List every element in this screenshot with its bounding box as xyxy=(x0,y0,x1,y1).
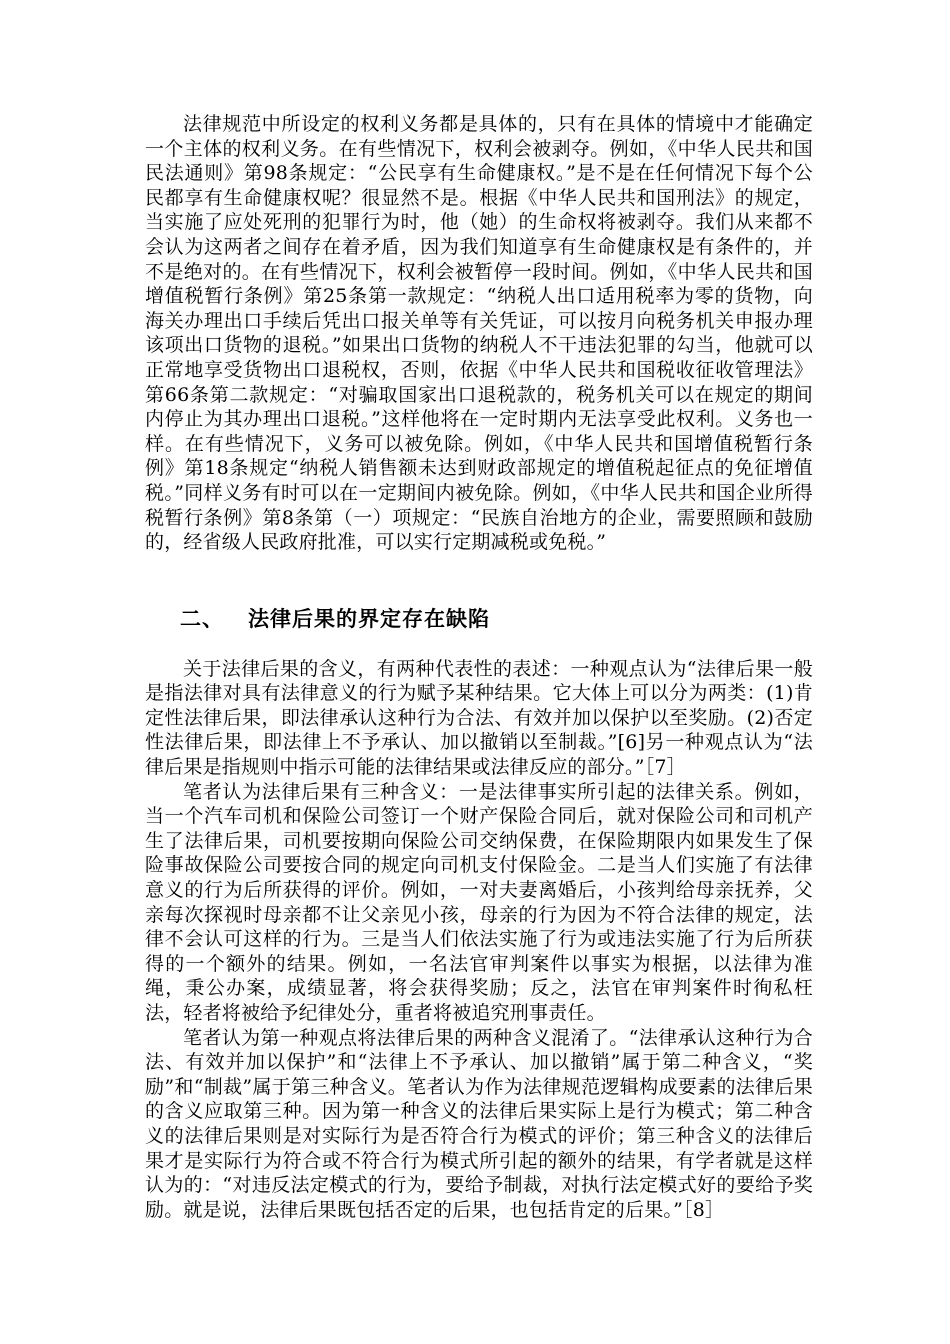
section-title: 法律后果的界定存在缺陷 xyxy=(248,606,490,631)
paragraph: 关于法律后果的含义，有两种代表性的表述：一种观点认为“法律后果一般是指法律对具有法律意义的行为赋予某种结果。它大体上可以分为两类：(1)肯定性法律后果，即法律承认这种行为合法、有效并加以保护以至奖励。(2)否定性法律后果，即法律上不予承认、加以撤销以至制裁。”[6]另一种观点认为“法律后果是指规则中指示可能的法律结果或法律反应的部分。”［7］ xyxy=(145,657,813,779)
paragraph: 笔者认为第一种观点将法律后果的两种含义混淆了。“法律承认这种行为合法、有效并加以保护”和“法律上不予承认、加以撤销”属于第二种含义，“奖励”和“制裁”属于第三种含义。笔者认为作为法律规范逻辑构成要素的法律后果的含义应取第三种。因为第一种含义的法律后果实际上是行为模式；第二种含义的法律后果则是对实际行为是否符合行为模式的评价；第三种含义的法律后果才是实际行为符合或不符合行为模式所引起的额外的结果，有学者就是这样认为的：“对违反法定模式的行为，要给予制裁，对执行法定模式好的要给予奖励。就是说，法律后果既包括否定的后果，也包括肯定的后果。”［8］ xyxy=(145,1026,813,1221)
section-number: 二、 xyxy=(180,606,224,631)
spacer xyxy=(145,555,813,573)
paragraph: 法律规范中所设定的权利义务都是具体的，只有在具体的情境中才能确定一个主体的权利义务。在有些情况下，权利会被剥夺。例如，《中华人民共和国民法通则》第98条规定：“公民享有生命健康权。”是不是在任何情况下每个公民都享有生命健康权呢？很显然不是。根据《中华人民共和国刑法》的规定，当实施了应处死刑的犯罪行为时，他（她）的生命权将被剥夺。我们从来都不会认为这两者之间存在着矛盾，因为我们知道享有生命健康权是有条件的，并不是绝对的。在有些情况下，权利会被暂停一段时间。例如，《中华人民共和国增值税暂行条例》第25条第一款规定：“纳税人出口适用税率为零的货物，向海关办理出口手续后凭出口报关单等有关凭证，可以按月向税务机关申报办理该项出口货物的退税。”如果出口货物的纳税人不干违法犯罪的勾当，他就可以正常地享受货物出口退税权，否则，依据《中华人民共和国税收征收管理法》第66条第二款规定：“对骗取国家出口退税款的，税务机关可以在规定的期间内停止为其办理出口退税。”这样他将在一定时期内无法享受此权利。义务也一样。在有些情况下，义务可以被免除。例如，《中华人民共和国增值税暂行条例》第18条规定“纳税人销售额未达到财政部规定的增值税起征点的免征增值税。”同样义务有时可以在一定期间内被免除。例如，《中华人民共和国企业所得税暂行条例》第8条第（一）项规定：“民族自治地方的企业，需要照顾和鼓励的，经省级人民政府批准，可以实行定期减税或免税。” xyxy=(145,113,813,554)
paragraph: 笔者认为法律后果有三种含义：一是法律事实所引起的法律关系。例如，当一个汽车司机和保险公司签订一个财产保险合同后，就对保险公司和司机产生了法律后果，司机要按期向保险公司交纳保费，在保险期限内如果发生了保险事故保险公司要按合同的规定向司机支付保险金。二是当人们实施了有法律意义的行为后所获得的评价。例如，一对夫妻离婚后，小孩判给母亲抚养，父亲每次探视时母亲都不让父亲见小孩，母亲的行为因为不符合法律的规定，法律不会认可这样的行为。三是当人们依法实施了行为或违法实施了行为后所获得的一个额外的结果。例如，一名法官审判案件以事实为根据，以法律为准绳，秉公办案，成绩显著，将会获得奖励；反之，法官在审判案件时徇私枉法，轻者将被给予纪律处分，重者将被追究刑事责任。 xyxy=(145,780,813,1024)
section-heading xyxy=(180,603,813,633)
document-page xyxy=(145,112,813,1222)
